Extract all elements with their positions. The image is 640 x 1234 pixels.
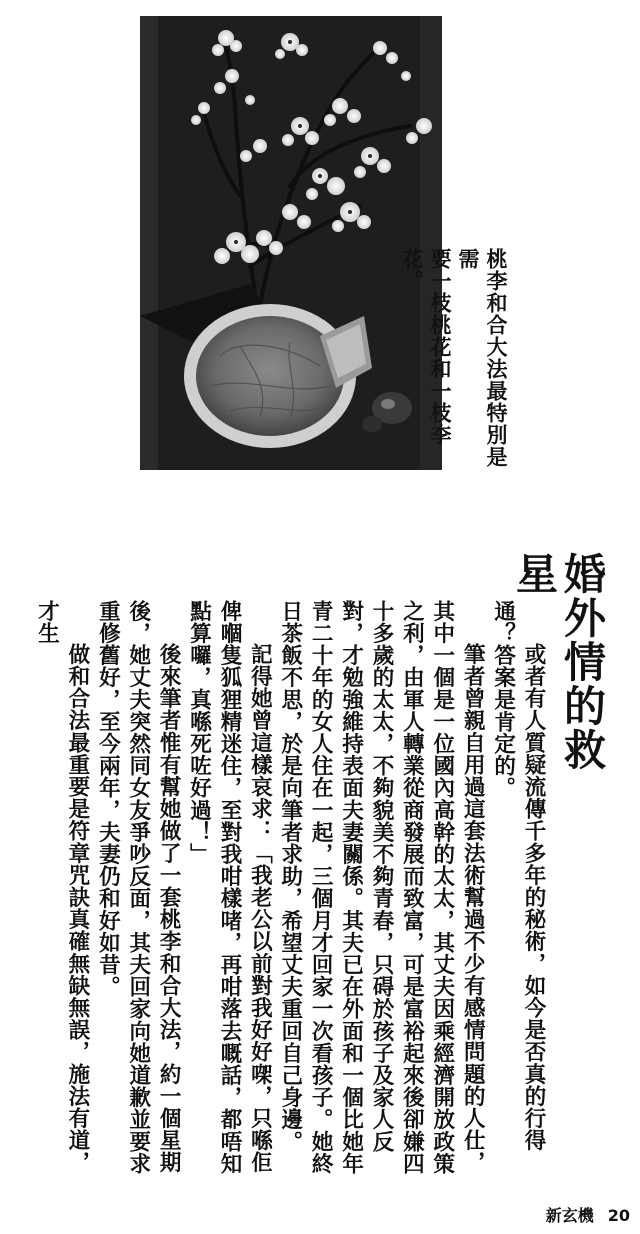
caption-line: 桃李和合大法最特別是需 xyxy=(456,248,509,468)
magazine-name: 新玄機 xyxy=(545,1206,594,1225)
paragraph: 做和合法最重要是符章咒訣真確無缺無誤，施法有道，才生 xyxy=(34,600,90,1174)
photo-caption xyxy=(400,248,510,470)
paragraph: 後來筆者惟有幫她做了一套桃李和合大法，約一個星期後，她丈夫突然同女友爭吵反面，其夫回家向她道歉並要求重修舊好，至今兩年，夫妻仍和好如昔。 xyxy=(95,600,182,1175)
photo-flower-arrangement xyxy=(140,16,442,470)
article-body xyxy=(28,600,548,1180)
paragraph: 或者有人質疑流傳千多年的秘術，如今是否真的行得通？答案是肯定的。 xyxy=(490,600,546,1152)
caption-line: 要一枝桃花和一枝李花。 xyxy=(400,248,453,446)
page-footer xyxy=(532,1203,630,1226)
article-title: 婚外情的救星 xyxy=(510,552,607,772)
page-number: 20 xyxy=(607,1206,630,1225)
paragraph: 筆者曾親自用過這套法術幫過不少有感情問題的人仕，其中一個是一位國內高幹的太太，其丈夫因乘經濟開放政策之利，由軍人轉業從商發展而致富，可是富裕起來後卻嫌四十多歲的太太，不夠貌美不夠青春，只碍於孩子及家人反對，才勉強維持表面夫妻關係。其夫已在外面和一個比她年青二十年的女人住在一起，三個月才回家一次看孩子。她終日茶飯不思，於是向筆者求助，希望丈夫重回自己身邊。 xyxy=(277,600,486,1175)
paragraph: 記得她曾這樣哀求：「我老公以前對我好好㗎，只喺佢俾嗰隻狐狸精迷住，至對我咁樣啫，再咁落去嘅話，都唔知點算囉，真喺死咗好過！」 xyxy=(186,600,273,1175)
